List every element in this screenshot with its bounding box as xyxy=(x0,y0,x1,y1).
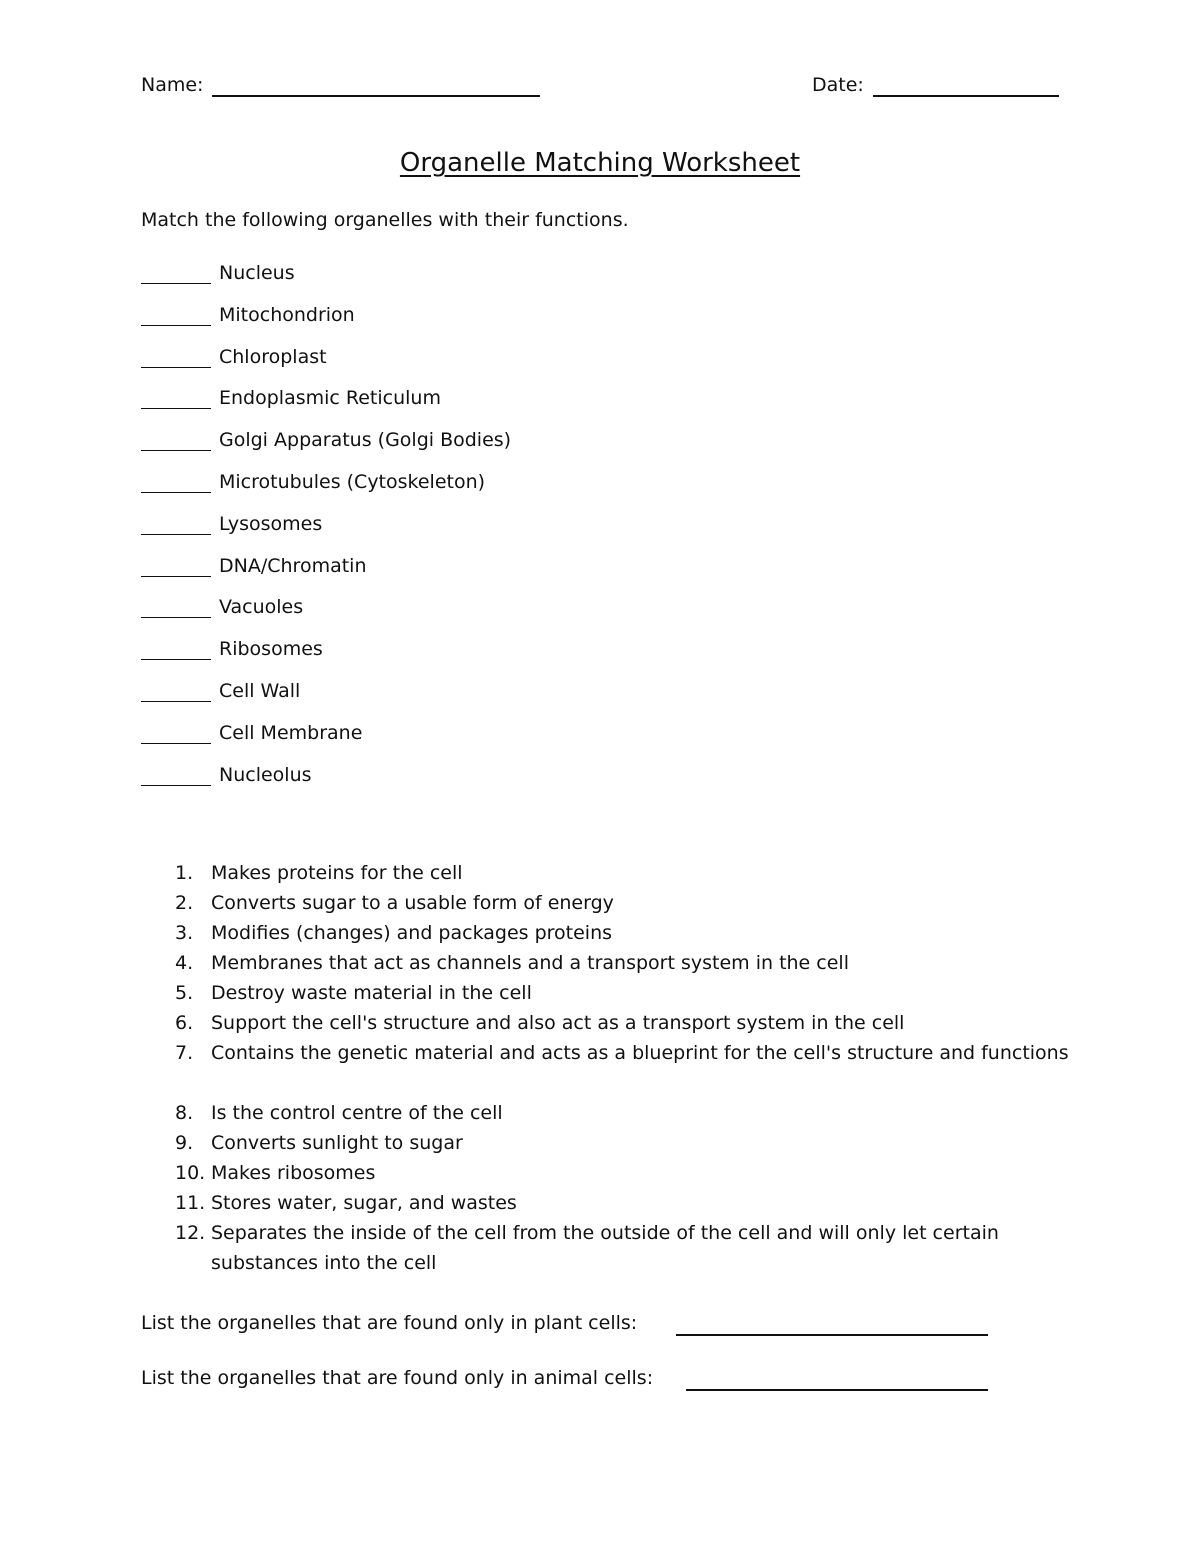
organelle-answer-blank[interactable] xyxy=(141,701,211,702)
organelle-label: Mitochondrion xyxy=(219,303,355,326)
organelle-label: Ribosomes xyxy=(219,638,323,661)
function-number: 1. xyxy=(175,862,194,884)
function-number: 5. xyxy=(175,982,194,1004)
organelle-answer-blank[interactable] xyxy=(141,617,211,618)
function-number: 10. xyxy=(175,1162,206,1184)
organelle-label: Cell Wall xyxy=(219,680,301,702)
function-text: Makes ribosomes xyxy=(211,1162,376,1184)
organelle-answer-blank[interactable] xyxy=(141,367,211,368)
function-number: 11. xyxy=(175,1192,206,1214)
organelle-answer-blank[interactable] xyxy=(141,325,211,326)
instructions: Match the following organelles with their functions. xyxy=(141,209,629,231)
organelle-answer-blank[interactable] xyxy=(141,743,211,744)
name-label: Name: xyxy=(141,74,204,96)
function-text: Destroy waste material in the cell xyxy=(211,982,532,1004)
organelle-label: Nucleus xyxy=(219,262,295,284)
organelle-label: Golgi Apparatus (Golgi Bodies) xyxy=(219,429,512,452)
name-field[interactable] xyxy=(212,95,540,97)
organelle-answer-blank[interactable] xyxy=(141,659,211,660)
function-number: 6. xyxy=(175,1012,194,1034)
function-text: Makes proteins for the cell xyxy=(211,862,463,884)
organelle-label: Vacuoles xyxy=(219,596,304,619)
function-number: 3. xyxy=(175,922,194,944)
function-text: Modifies (changes) and packages proteins xyxy=(211,922,613,944)
function-number: 7. xyxy=(175,1042,194,1064)
plant-cells-answer-field[interactable] xyxy=(676,1334,988,1336)
organelle-label: DNA/Chromatin xyxy=(219,554,367,577)
organelle-answer-blank[interactable] xyxy=(141,785,211,786)
date-field[interactable] xyxy=(873,95,1059,97)
function-text: Is the control centre of the cell xyxy=(211,1102,503,1124)
organelle-label: Endoplasmic Reticulum xyxy=(219,387,441,410)
animal-cells-question: List the organelles that are found only in animal cells: xyxy=(141,1367,654,1389)
function-number: 8. xyxy=(175,1102,194,1124)
function-number: 2. xyxy=(175,892,194,914)
function-text: Contains the genetic material and acts as a blueprint for the cell's structure and functions xyxy=(211,1042,1069,1064)
page-title: Organelle Matching Worksheet xyxy=(399,148,801,178)
animal-cells-answer-field[interactable] xyxy=(686,1389,988,1391)
function-text: Converts sunlight to sugar xyxy=(211,1132,463,1154)
organelle-answer-blank[interactable] xyxy=(141,492,211,493)
organelle-label: Chloroplast xyxy=(219,345,327,368)
function-text: Membranes that act as channels and a transport system in the cell xyxy=(211,952,849,974)
function-text: Converts sugar to a usable form of energy xyxy=(211,892,614,914)
organelle-answer-blank[interactable] xyxy=(141,534,211,535)
plant-cells-question: List the organelles that are found only in plant cells: xyxy=(141,1312,638,1334)
function-text: Separates the inside of the cell from the outside of the cell and will only let certain substances into the cell xyxy=(211,1222,999,1274)
function-number: 12. xyxy=(175,1222,206,1244)
function-text: Support the cell's structure and also act as a transport system in the cell xyxy=(211,1012,905,1034)
organelle-answer-blank[interactable] xyxy=(141,450,211,451)
function-number: 9. xyxy=(175,1132,194,1154)
organelle-answer-blank[interactable] xyxy=(141,576,211,577)
organelle-label: Microtubules (Cytoskeleton) xyxy=(219,471,486,493)
date-label: Date: xyxy=(812,74,864,96)
function-number: 4. xyxy=(175,952,194,974)
organelle-label: Lysosomes xyxy=(219,512,323,535)
function-text: Stores water, sugar, and wastes xyxy=(211,1192,517,1214)
organelle-answer-blank[interactable] xyxy=(141,408,211,409)
organelle-label: Cell Membrane xyxy=(219,721,363,744)
organelle-label: Nucleolus xyxy=(219,763,312,786)
organelle-answer-blank[interactable] xyxy=(141,283,211,284)
